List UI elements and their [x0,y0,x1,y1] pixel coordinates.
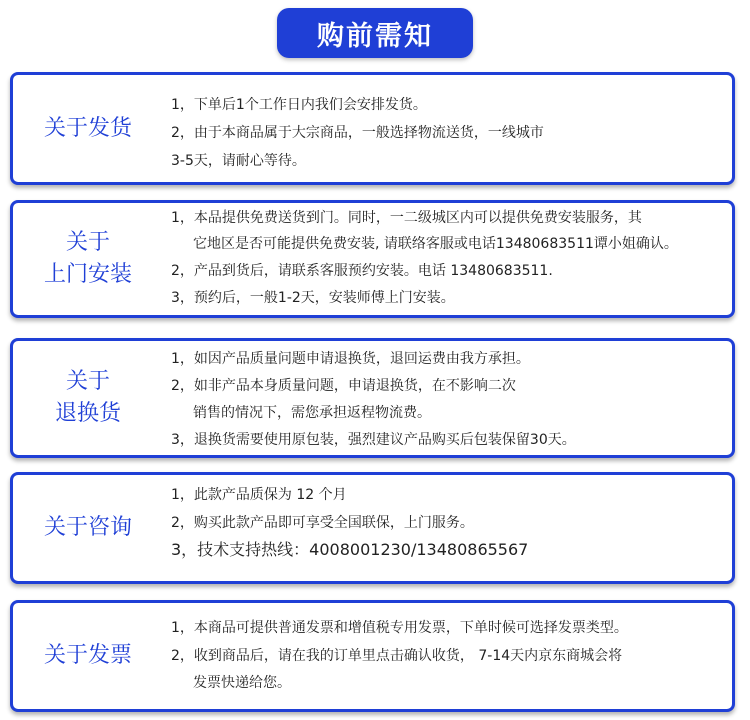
section-shipping [10,72,735,185]
section-title-consultation: 关于咨询 [43,515,132,540]
info-line: 2，收到商品后，请在我的订单里点击确认收货， 7-14天内京东商城会将 [171,648,623,664]
section-lines-returns [171,341,726,455]
info-line: 2，购买此款产品即可享受全国联保，上门服务。 [171,515,474,531]
info-line: 1，此款产品质保为 12 个月 [171,487,347,503]
section-returns [10,338,735,458]
info-line: 1，下单后1个工作日内我们会安排发货。 [171,97,427,113]
info-line: 1，如因产品质量问题申请退换货，退回运费由我方承担。 [171,351,530,367]
section-lines-installation [171,203,726,315]
info-line: 2，由于本商品属于大宗商品，一般选择物流送货，一线城市 [171,125,544,141]
section-title-returns: 关于 退换货 [54,369,121,426]
info-line: 2，如非产品本身质量问题，申请退换货，在不影响二次 [171,378,516,394]
info-line: 2，产品到货后，请联系客服预约安装。电话 13480683511. [171,263,553,279]
section-title-invoice: 关于发票 [43,643,132,668]
info-line: 1，本品提供免费送货到门。同时，一二级城区内可以提供免费安装服务，其 [171,210,642,226]
info-line: 3-5天，请耐心等待。 [171,153,306,169]
section-lines-shipping [171,75,726,182]
info-line: 3，预约后，一般1-2天，安装师傅上门安装。 [171,290,455,306]
info-line: 它地区是否可能提供免费安装, 请联络客服或电话13480683511谭小姐确认。 [193,236,678,252]
support-hotline: 3，技术支持热线：4008001230/13480865567 [171,540,529,559]
section-title-shipping: 关于发货 [43,115,132,141]
section-invoice [10,600,735,712]
section-consultation [10,472,735,584]
info-line: 发票快递给您。 [193,675,291,691]
section-title-installation: 关于 上门安装 [43,230,132,287]
page-title: 购前需知 [277,8,473,58]
section-lines-invoice [171,603,726,709]
section-lines-consultation [171,475,726,581]
info-line: 1，本商品可提供普通发票和增值税专用发票，下单时候可选择发票类型。 [171,620,628,636]
section-installation [10,200,735,318]
info-line: 3，退换货需要使用原包装，强烈建议产品购买后包装保留30天。 [171,432,576,448]
info-line: 销售的情况下，需您承担返程物流费。 [193,405,431,421]
